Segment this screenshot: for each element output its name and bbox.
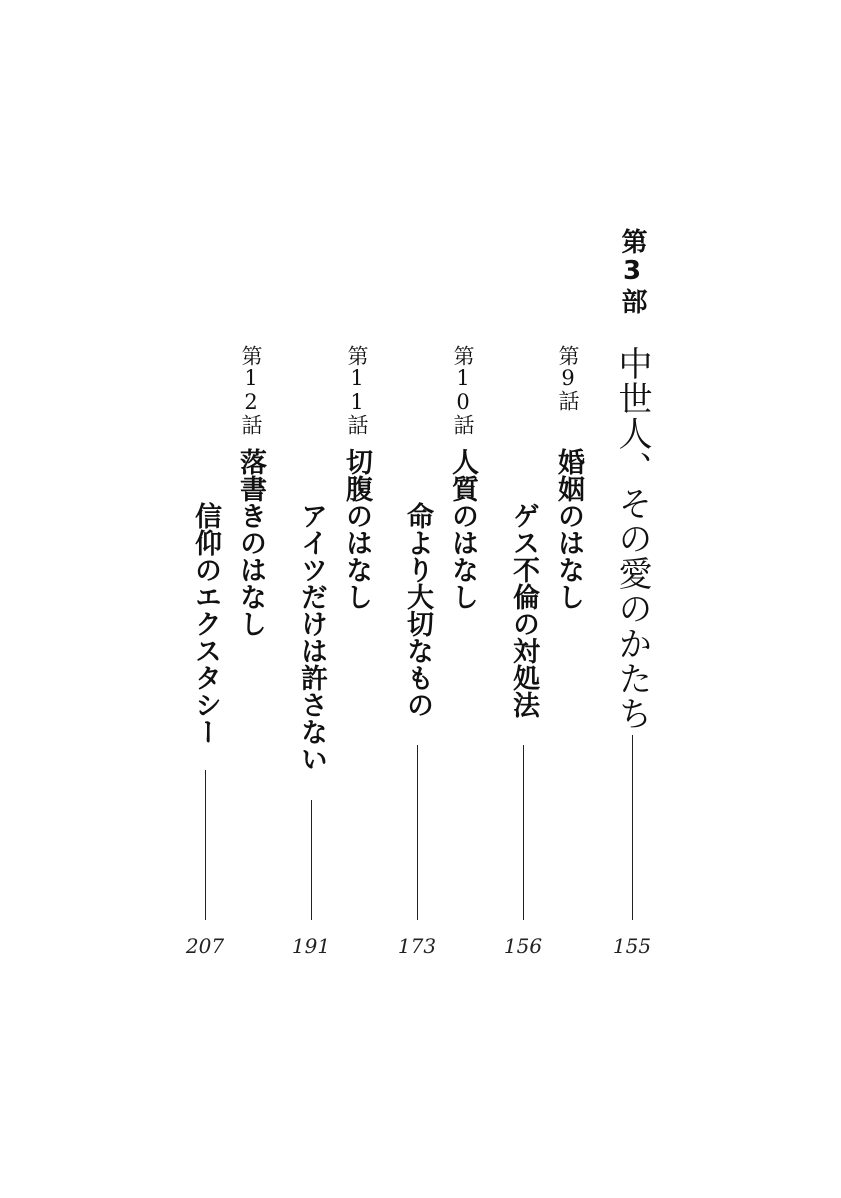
episode-11-subtitle: アイツだけは許さない — [296, 502, 327, 772]
episode-12-page-number: 207 — [185, 934, 225, 958]
episode-12-leader-line — [205, 770, 206, 920]
episode-11-leader-line — [311, 800, 312, 920]
episode-11-number: 第11話 — [345, 345, 369, 435]
episode-9-page-number: 156 — [503, 934, 543, 958]
episode-9-subtitle: ゲス不倫の対処法 — [508, 502, 539, 718]
episode-10-number: 第10話 — [451, 345, 475, 435]
episode-10-title: 人質のはなし — [447, 448, 478, 610]
episode-10-subtitle: 命より大切なもの — [402, 502, 433, 718]
episode-12-number: 第12話 — [239, 345, 263, 435]
episode-12-title: 落書きのはなし — [235, 448, 266, 637]
episode-9-title: 婚姻のはなし — [553, 448, 584, 610]
part-page-number: 155 — [612, 934, 652, 958]
episode-10-page-number: 173 — [397, 934, 437, 958]
episode-10-leader-line — [417, 745, 418, 920]
part-leader-line — [632, 735, 633, 920]
episode-11-page-number: 191 — [291, 934, 331, 958]
episode-9-number: 第9話 — [556, 345, 580, 411]
episode-9-leader-line — [523, 745, 524, 920]
episode-12-subtitle: 信仰のエクスタシー — [190, 502, 221, 745]
episode-11-title: 切腹のはなし — [341, 448, 372, 610]
part-title: 中世人、その愛のかたち — [612, 346, 652, 731]
part-label: 第3部 — [617, 228, 647, 316]
